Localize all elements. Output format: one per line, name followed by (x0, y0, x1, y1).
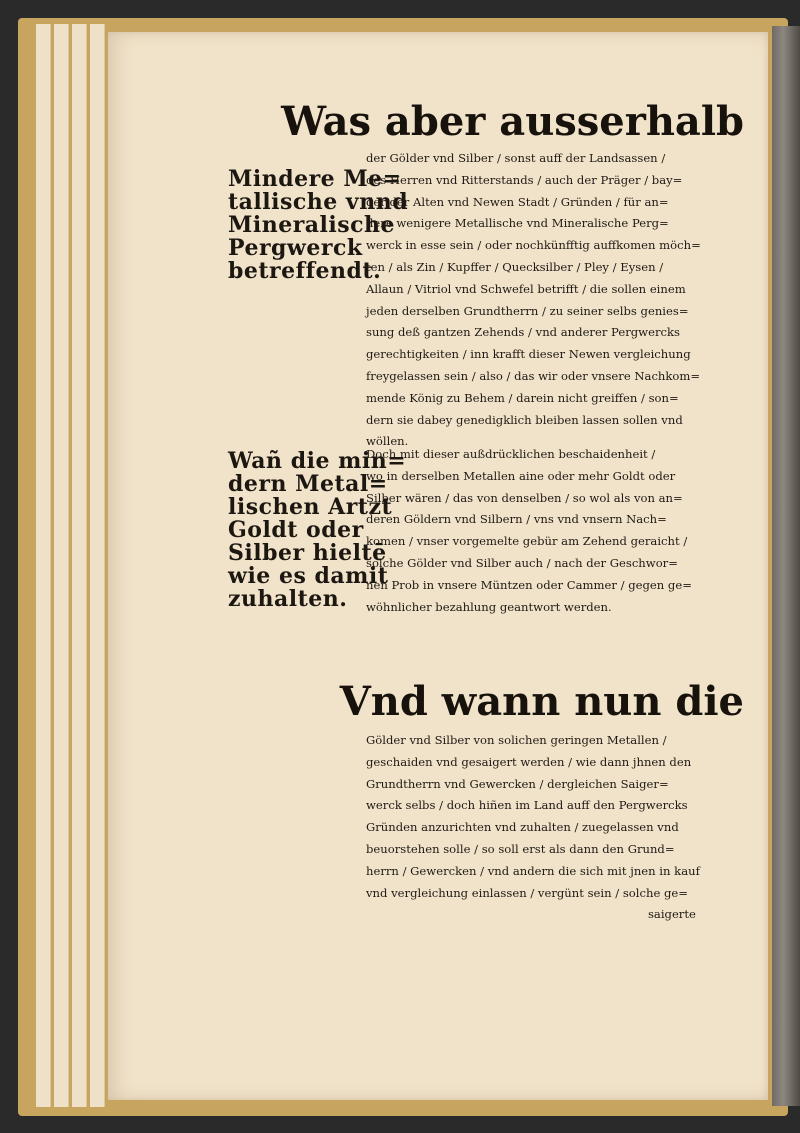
marginal-line: Mindere Me= (228, 166, 402, 192)
marginal-line: betreffendt. (228, 258, 382, 284)
text-line: komen / vnser vorgemelte gebür am Zehend geraicht / (366, 534, 688, 549)
text-line: beuorstehen solle / so soll erst als dann den Grund= (366, 841, 675, 856)
text-line: Allaun / Vitriol vnd Schwefel betrifft / die sollen einem (366, 281, 686, 296)
marginal-line: lischen Artzt (228, 494, 393, 520)
text-line: Gölder vnd Silber von solichen geringen Metallen / (366, 733, 667, 747)
page-edge (36, 24, 51, 1107)
marginal-line: Silber hieltē (228, 540, 387, 566)
text-line: wöhnlicher bezahlung geantwort werden. (366, 599, 612, 614)
text-line: herrn / Gewercken / vnd andern die sich mit jnen in kauf (366, 863, 700, 878)
section-heading-2: Vnd wann nun die (339, 678, 744, 725)
section-heading-1: Was aber ausserhalb (281, 98, 744, 145)
text-line: sung deß gantzen Zehends / vnd anderer Pergwercks (366, 325, 680, 340)
text-line: nen Prob in vnsere Müntzen oder Cammer / gegen ge= (366, 577, 692, 592)
text-line: werck selbs / doch hiñen im Land auff den Pergwercks (366, 798, 688, 813)
text-line: vnd vergleichung einlassen / vergünt sein / solche ge= (366, 885, 688, 900)
marginal-line: tallische vnnd (228, 189, 409, 215)
text-line: wo in derselben Metallen aine oder mehr Goldt oder (366, 468, 676, 483)
text-line: solche Gölder vnd Silber auch / nach der Geschwor= (366, 555, 678, 570)
text-line: freygelassen sein / also / das wir oder vnsere Nachkom= (366, 368, 701, 383)
page-edge (90, 24, 105, 1107)
marginal-line: wie es damit (228, 563, 389, 589)
marginal-line: Mineralische (228, 212, 396, 238)
catchword: saigerte (647, 907, 696, 922)
text-line: Gründen anzurichten vnd zuhalten / zuegelassen vnd (366, 820, 679, 835)
book-fore-edge (772, 26, 800, 1106)
text-line: deren Göldern vnd Silbern / vns vnd vnsern Nach= (366, 512, 667, 527)
text-line: werck in esse sein / oder nochkünfftig auffkomen möch= (366, 238, 701, 253)
text-line: dere wenigere Metallische vnd Mineralische Perg= (366, 216, 669, 231)
marginal-line: Wañ die min= (228, 448, 407, 474)
text-line: des Herren vnd Ritterstands / auch der Präger / bay= (366, 172, 683, 187)
text-line: geschaiden vnd gesaigert werden / wie dann jhnen den (366, 754, 692, 769)
marginal-line: Pergwerck (228, 235, 363, 261)
text-line: der Gölder vnd Silber / sonst auff der Landsassen / (366, 151, 666, 165)
text-line: jeden derselben Grundtherrn / zu seiner selbs genies= (366, 303, 689, 318)
text-line: gerechtigkeiten / inn krafft dieser Newen vergleichung (366, 347, 691, 362)
text-line: dern sie dabey genedigklich bleiben lassen sollen vnd (366, 412, 683, 427)
text-line: Grundtherrn vnd Gewercken / dergleichen Saiger= (366, 776, 669, 791)
page-edge (72, 24, 87, 1107)
text-line: Doch mit dieser außdrücklichen beschaidenheit / (366, 447, 656, 461)
text-line: wöllen. (366, 434, 409, 449)
paragraph-3 (366, 730, 700, 926)
text-line: ten / als Zin / Kupffer / Quecksilber / Pley / Eysen / (366, 259, 664, 274)
paragraph-2 (366, 444, 692, 618)
marginal-line: zuhalten. (228, 586, 348, 612)
marginal-line: dern Metal= (228, 471, 388, 497)
text-line: Silber wären / das von denselben / so wol als von an= (366, 490, 683, 505)
page-edge (54, 24, 69, 1107)
text-line: der der Alten vnd Newen Stadt / Gründen / für an= (366, 194, 669, 209)
marginal-line: Goldt oder (228, 517, 364, 543)
paragraph-1 (366, 148, 701, 453)
text-line: mende König zu Behem / darein nicht greiffen / son= (366, 390, 679, 405)
